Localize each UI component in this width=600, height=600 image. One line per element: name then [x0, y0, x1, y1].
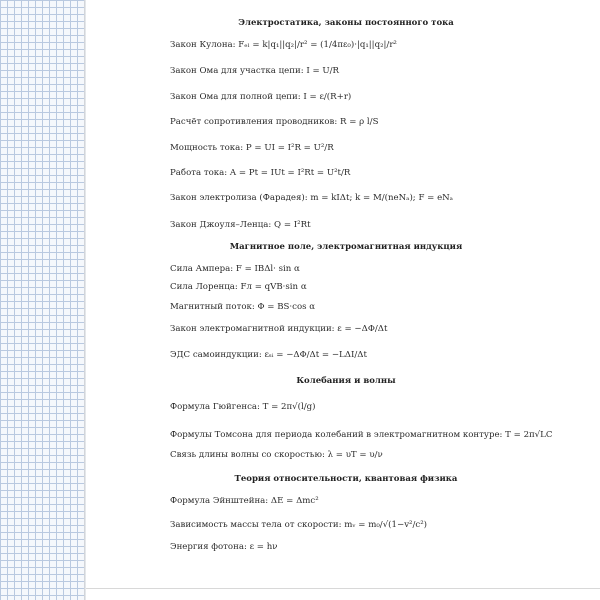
formula-ohm-full: Закон Ома для полной цепи: I = ε/(R+r) — [170, 92, 352, 102]
formula-joule-lenz: Закон Джоуля–Ленца: Q = I²Rt — [170, 220, 311, 230]
formula-work: Работа тока: A = Pt = IUt = I²Rt = U²t/R — [170, 168, 351, 178]
formula-einstein: Формула Эйнштейна: ΔE = Δmc² — [170, 496, 319, 506]
formula-relativistic-mass: Зависимость массы тела от скорости: mᵥ = m₀/√(1−v²/c²) — [170, 520, 428, 530]
formula-faraday: Закон электролиза (Фарадея): m = kIΔt; k = M/(neNₐ); F = eNₐ — [170, 193, 453, 203]
formula-resistance: Расчёт сопротивления проводников: R = ρ l/S — [170, 117, 379, 127]
formula-flux: Магнитный поток: Φ = BS·cos α — [170, 302, 316, 312]
formula-power: Мощность тока: P = UI = I²R = U²/R — [170, 143, 334, 153]
section-heading-relativity: Теория относительности, квантовая физика — [234, 474, 458, 484]
formula-huygens: Формула Гюйгенса: T = 2π√(l/g) — [170, 402, 316, 412]
formula-sheet — [86, 0, 600, 600]
formula-lorentz: Сила Лоренца: Fл = qVB·sin α — [170, 282, 307, 292]
graph-paper-margin — [0, 0, 84, 600]
formula-self-induction: ЭДС самоиндукции: εₛᵢ = −ΔΦ/Δt = −LΔI/Δt — [170, 350, 367, 360]
section-heading-oscillations: Колебания и волны — [296, 376, 396, 386]
formula-photon-energy: Энергия фотона: ε = hν — [170, 542, 278, 552]
formula-wavelength: Связь длины волны со скоростью: λ = υT = υ/ν — [170, 450, 383, 460]
formula-ampere: Сила Ампера: F = IBΔl· sin α — [170, 264, 300, 274]
formula-coulomb: Закон Кулона: Fₑₗ = k|q₁||q₂|/r² = (1/4πε₀)·|q₁||q₂|/r² — [170, 40, 397, 50]
formula-thomson: Формулы Томсона для периода колебаний в электромагнитном контуре: T = 2π√LC — [170, 430, 553, 440]
formula-induction: Закон электромагнитной индукции: ε = −ΔΦ/Δt — [170, 324, 388, 334]
section-heading-electrostatics: Электростатика, законы постоянного тока — [238, 18, 454, 28]
section-heading-magnetism: Магнитное поле, электромагнитная индукция — [229, 242, 463, 252]
formula-ohm-segment: Закон Ома для участка цепи: I = U/R — [170, 66, 339, 76]
page-bottom-edge — [86, 588, 600, 589]
